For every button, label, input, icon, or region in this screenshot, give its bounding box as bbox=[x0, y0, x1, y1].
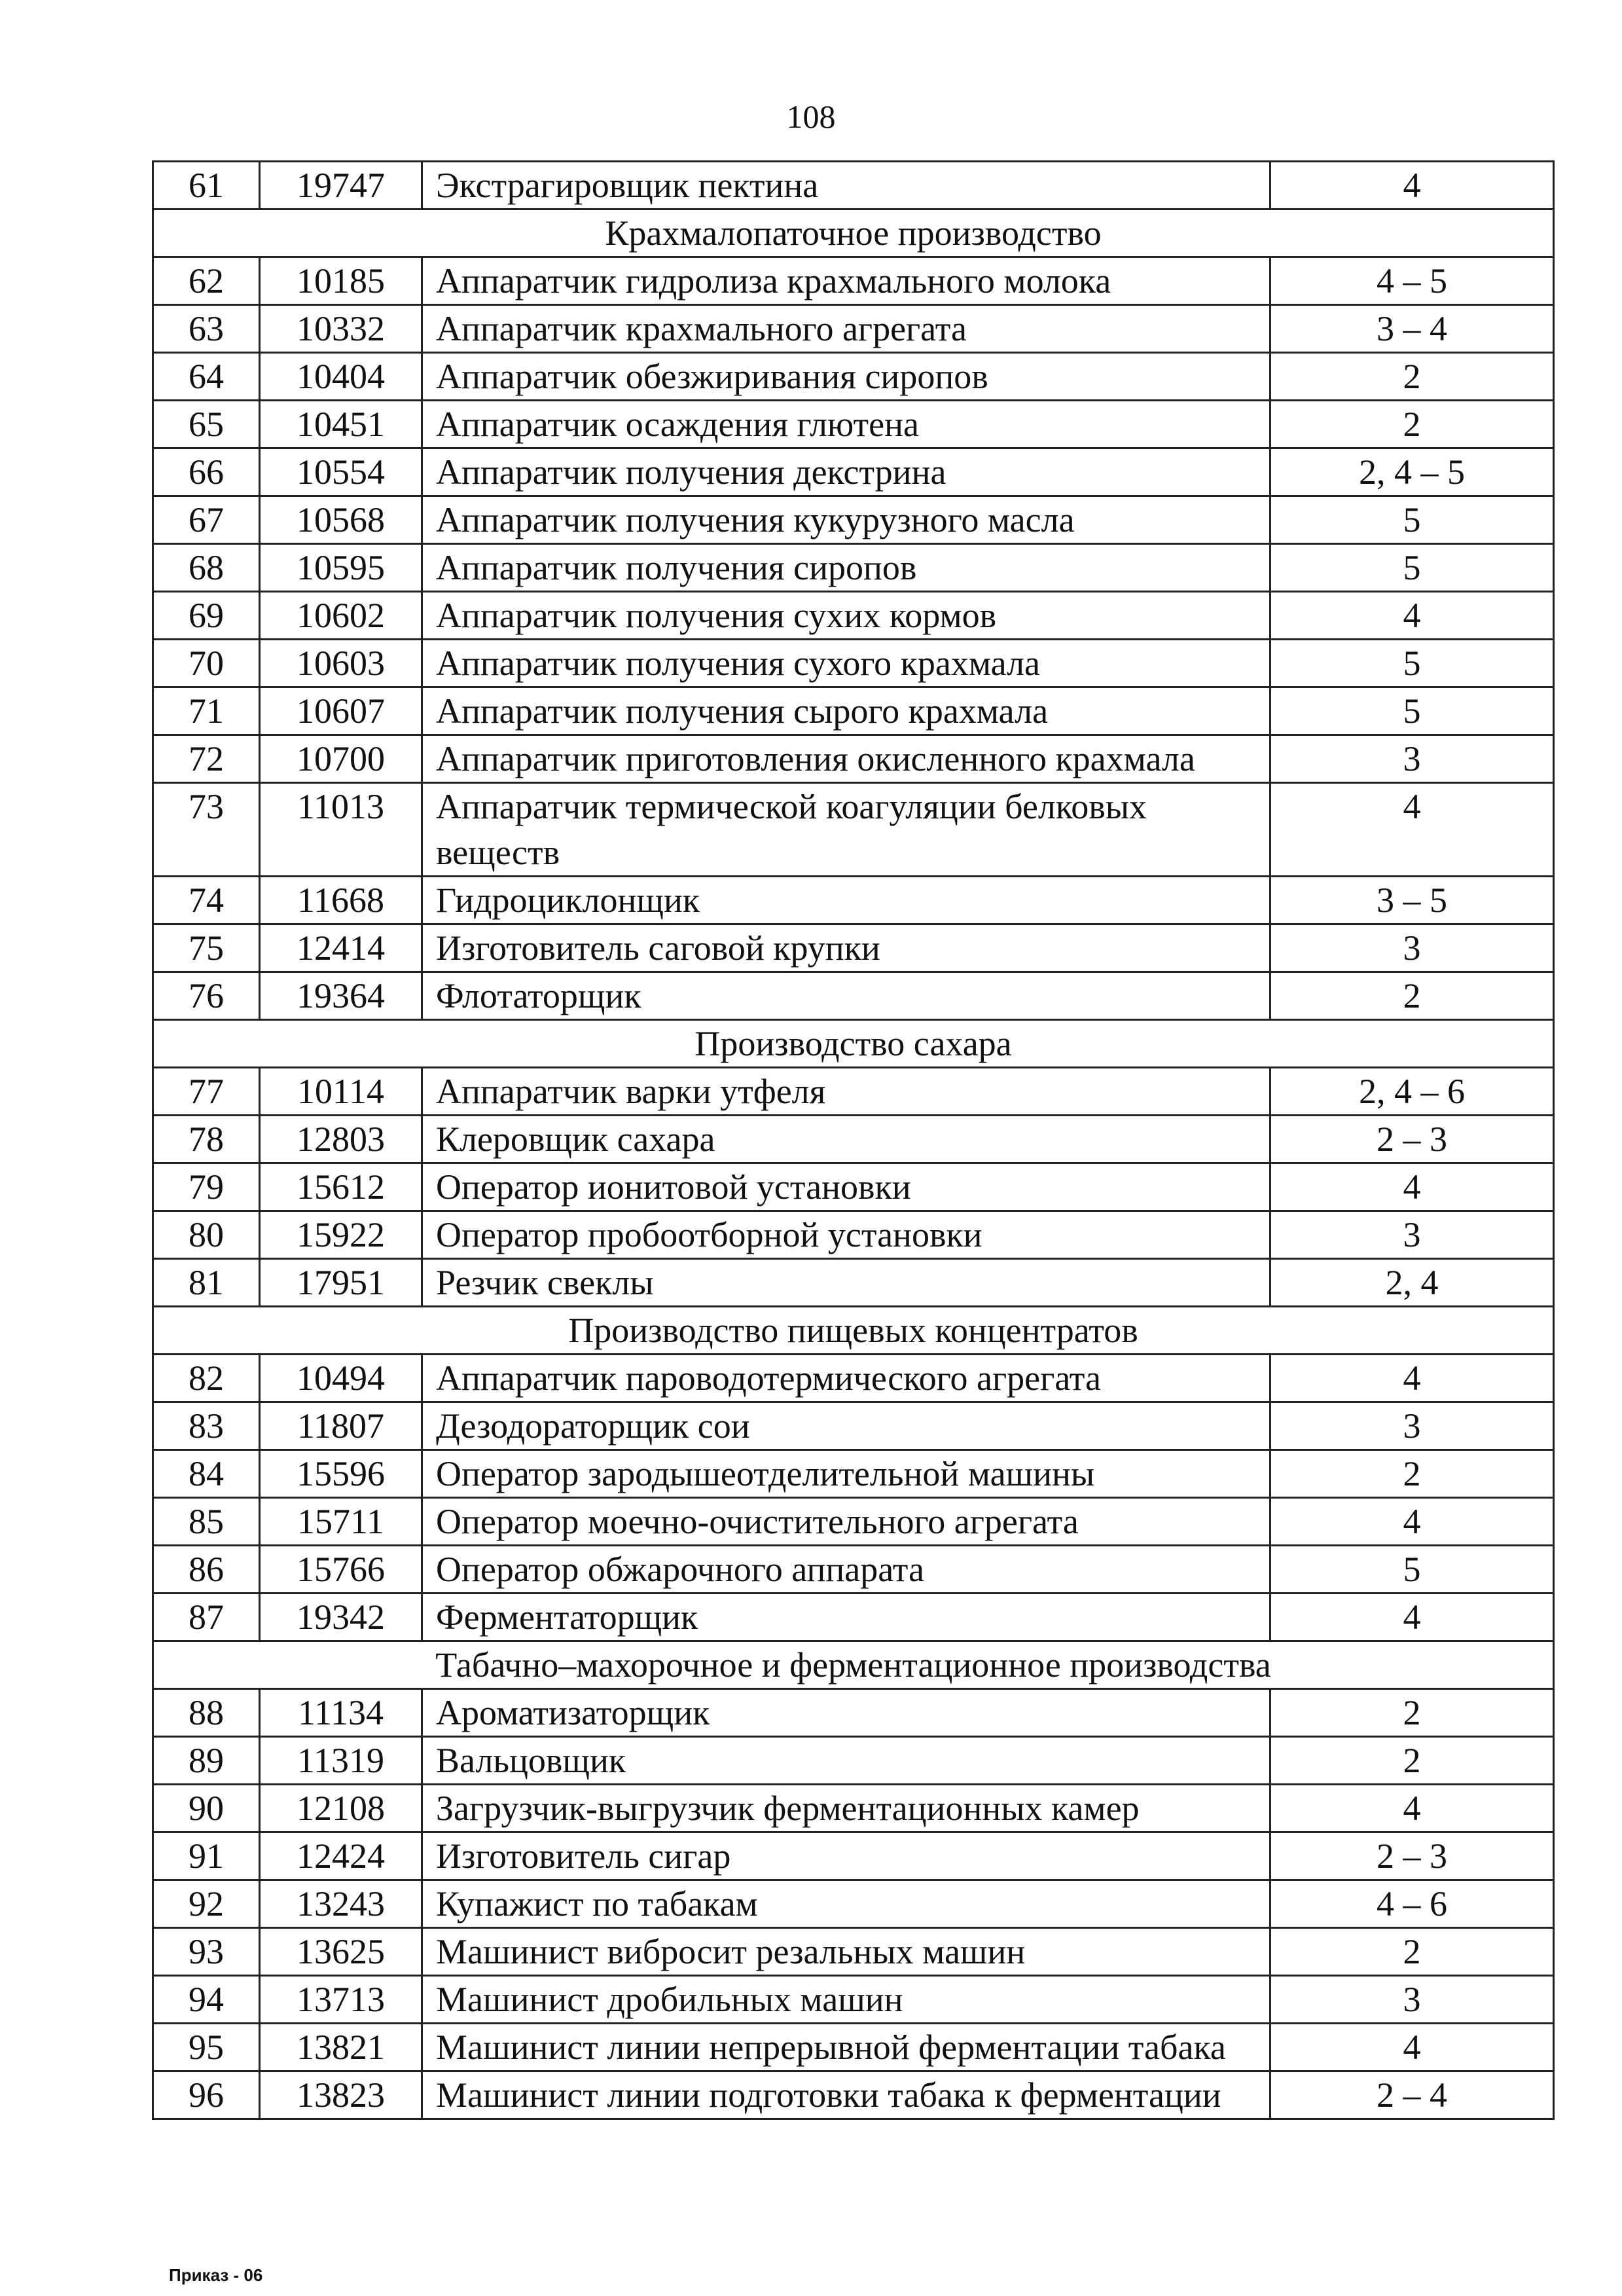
row-number: 93 bbox=[153, 1928, 260, 1976]
row-number: 74 bbox=[153, 877, 260, 924]
row-number: 64 bbox=[153, 353, 260, 401]
table-row bbox=[153, 592, 1554, 640]
table-row bbox=[153, 1498, 1554, 1546]
profession-code: 12424 bbox=[260, 1832, 422, 1880]
row-number: 80 bbox=[153, 1211, 260, 1259]
profession-code: 10595 bbox=[260, 544, 422, 592]
grade-range: 2 bbox=[1271, 401, 1554, 448]
table-row bbox=[153, 1737, 1554, 1785]
table-row bbox=[153, 1068, 1554, 1116]
row-number: 90 bbox=[153, 1785, 260, 1832]
row-number: 96 bbox=[153, 2071, 260, 2119]
grade-range: 5 bbox=[1271, 544, 1554, 592]
table-row bbox=[153, 448, 1554, 496]
profession-name: Аппаратчик получения сырого крахмала bbox=[422, 687, 1271, 735]
profession-code: 10554 bbox=[260, 448, 422, 496]
row-number: 73 bbox=[153, 783, 260, 877]
table-row bbox=[153, 972, 1554, 1020]
table-row bbox=[153, 1594, 1554, 1641]
profession-name: Изготовитель саговой крупки bbox=[422, 924, 1271, 972]
profession-code: 10603 bbox=[260, 640, 422, 687]
profession-code: 13823 bbox=[260, 2071, 422, 2119]
table-row bbox=[153, 162, 1554, 210]
row-number: 85 bbox=[153, 1498, 260, 1546]
row-number: 76 bbox=[153, 972, 260, 1020]
profession-code: 11668 bbox=[260, 877, 422, 924]
grade-range: 3 – 4 bbox=[1271, 305, 1554, 353]
row-number: 92 bbox=[153, 1880, 260, 1928]
grade-range: 2 bbox=[1271, 1737, 1554, 1785]
grade-range: 3 – 5 bbox=[1271, 877, 1554, 924]
profession-code: 12803 bbox=[260, 1116, 422, 1163]
grade-range: 3 bbox=[1271, 1402, 1554, 1450]
row-number: 72 bbox=[153, 735, 260, 783]
table-row bbox=[153, 1832, 1554, 1880]
profession-name: Резчик свеклы bbox=[422, 1259, 1271, 1307]
grade-range: 2, 4 bbox=[1271, 1259, 1554, 1307]
grade-range: 4 bbox=[1271, 162, 1554, 210]
profession-name: Аппаратчик пароводотермического агрегата bbox=[422, 1355, 1271, 1402]
profession-code: 17951 bbox=[260, 1259, 422, 1307]
professions-table bbox=[152, 160, 1555, 2120]
table-row bbox=[153, 1928, 1554, 1976]
profession-code: 15612 bbox=[260, 1163, 422, 1211]
profession-code: 15766 bbox=[260, 1546, 422, 1594]
table-row bbox=[153, 1689, 1554, 1737]
profession-code: 19364 bbox=[260, 972, 422, 1020]
grade-range: 5 bbox=[1271, 640, 1554, 687]
profession-name: Купажист по табакам bbox=[422, 1880, 1271, 1928]
profession-name: Ароматизаторщик bbox=[422, 1689, 1271, 1737]
grade-range: 3 bbox=[1271, 924, 1554, 972]
row-number: 77 bbox=[153, 1068, 260, 1116]
profession-name: Машинист вибросит резальных машин bbox=[422, 1928, 1271, 1976]
footer-label: Приказ - 06 bbox=[169, 2265, 263, 2285]
row-number: 87 bbox=[153, 1594, 260, 1641]
page-number: 108 bbox=[786, 98, 836, 135]
row-number: 91 bbox=[153, 1832, 260, 1880]
profession-code: 10114 bbox=[260, 1068, 422, 1116]
profession-name: Аппаратчик варки утфеля bbox=[422, 1068, 1271, 1116]
profession-code: 10568 bbox=[260, 496, 422, 544]
profession-code: 12108 bbox=[260, 1785, 422, 1832]
table-row bbox=[153, 353, 1554, 401]
section-header-row bbox=[153, 1307, 1554, 1355]
grade-range: 4 bbox=[1271, 783, 1554, 877]
profession-code: 13821 bbox=[260, 2024, 422, 2071]
table-row bbox=[153, 496, 1554, 544]
profession-name: Оператор пробоотборной установки bbox=[422, 1211, 1271, 1259]
grade-range: 4 bbox=[1271, 592, 1554, 640]
profession-name: Дезодораторщик сои bbox=[422, 1402, 1271, 1450]
grade-range: 4 bbox=[1271, 1498, 1554, 1546]
section-header-row bbox=[153, 1641, 1554, 1689]
profession-code: 11013 bbox=[260, 783, 422, 877]
row-number: 88 bbox=[153, 1689, 260, 1737]
table-row bbox=[153, 544, 1554, 592]
grade-range: 4 bbox=[1271, 1163, 1554, 1211]
grade-range: 4 – 6 bbox=[1271, 1880, 1554, 1928]
profession-code: 19342 bbox=[260, 1594, 422, 1641]
grade-range: 4 – 5 bbox=[1271, 257, 1554, 305]
profession-name: Аппаратчик получения сухих кормов bbox=[422, 592, 1271, 640]
profession-name: Аппаратчик обезжиривания сиропов bbox=[422, 353, 1271, 401]
profession-code: 10404 bbox=[260, 353, 422, 401]
row-number: 79 bbox=[153, 1163, 260, 1211]
profession-code: 10185 bbox=[260, 257, 422, 305]
profession-name: Изготовитель сигар bbox=[422, 1832, 1271, 1880]
grade-range: 3 bbox=[1271, 1211, 1554, 1259]
profession-code: 12414 bbox=[260, 924, 422, 972]
profession-name: Флотаторщик bbox=[422, 972, 1271, 1020]
row-number: 66 bbox=[153, 448, 260, 496]
profession-name: Аппаратчик приготовления окисленного крахмала bbox=[422, 735, 1271, 783]
profession-name: Экстрагировщик пектина bbox=[422, 162, 1271, 210]
grade-range: 2 – 4 bbox=[1271, 2071, 1554, 2119]
grade-range: 2, 4 – 5 bbox=[1271, 448, 1554, 496]
table-row bbox=[153, 305, 1554, 353]
grade-range: 2 bbox=[1271, 353, 1554, 401]
table-row bbox=[153, 2024, 1554, 2071]
profession-name: Гидроциклонщик bbox=[422, 877, 1271, 924]
table-row bbox=[153, 924, 1554, 972]
table-row bbox=[153, 783, 1554, 877]
profession-code: 10332 bbox=[260, 305, 422, 353]
table-row bbox=[153, 1450, 1554, 1498]
profession-name: Загрузчик-выгрузчик ферментационных камер bbox=[422, 1785, 1271, 1832]
grade-range: 2 bbox=[1271, 972, 1554, 1020]
grade-range: 2 – 3 bbox=[1271, 1116, 1554, 1163]
profession-code: 10700 bbox=[260, 735, 422, 783]
profession-name: Аппаратчик получения декстрина bbox=[422, 448, 1271, 496]
table-row bbox=[153, 1259, 1554, 1307]
table-row bbox=[153, 1211, 1554, 1259]
profession-name: Оператор ионитовой установки bbox=[422, 1163, 1271, 1211]
table-row bbox=[153, 1785, 1554, 1832]
row-number: 94 bbox=[153, 1976, 260, 2024]
section-title: Табачно–махорочное и ферментационное производства bbox=[153, 1641, 1554, 1689]
grade-range: 4 bbox=[1271, 1355, 1554, 1402]
row-number: 65 bbox=[153, 401, 260, 448]
profession-name: Оператор обжарочного аппарата bbox=[422, 1546, 1271, 1594]
row-number: 63 bbox=[153, 305, 260, 353]
row-number: 61 bbox=[153, 162, 260, 210]
row-number: 83 bbox=[153, 1402, 260, 1450]
section-title: Производство пищевых концентратов bbox=[153, 1307, 1554, 1355]
profession-name: Клеровщик сахара bbox=[422, 1116, 1271, 1163]
profession-code: 13713 bbox=[260, 1976, 422, 2024]
table-body bbox=[153, 162, 1554, 2119]
profession-name: Аппаратчик термической коагуляции белковых веществ bbox=[422, 783, 1271, 877]
profession-code: 19747 bbox=[260, 162, 422, 210]
profession-name: Оператор зародышеотделительной машины bbox=[422, 1450, 1271, 1498]
table-row bbox=[153, 1163, 1554, 1211]
table-row bbox=[153, 1546, 1554, 1594]
profession-name: Аппаратчик гидролиза крахмального молока bbox=[422, 257, 1271, 305]
profession-name: Аппаратчик получения сиропов bbox=[422, 544, 1271, 592]
profession-name: Вальцовщик bbox=[422, 1737, 1271, 1785]
profession-name: Аппаратчик получения сухого крахмала bbox=[422, 640, 1271, 687]
grade-range: 3 bbox=[1271, 735, 1554, 783]
row-number: 69 bbox=[153, 592, 260, 640]
row-number: 89 bbox=[153, 1737, 260, 1785]
profession-code: 15596 bbox=[260, 1450, 422, 1498]
table-row bbox=[153, 1116, 1554, 1163]
table-row bbox=[153, 401, 1554, 448]
grade-range: 5 bbox=[1271, 496, 1554, 544]
profession-code: 10494 bbox=[260, 1355, 422, 1402]
row-number: 70 bbox=[153, 640, 260, 687]
table-row bbox=[153, 640, 1554, 687]
table-row bbox=[153, 2071, 1554, 2119]
grade-range: 2 bbox=[1271, 1450, 1554, 1498]
table-row bbox=[153, 735, 1554, 783]
grade-range: 5 bbox=[1271, 687, 1554, 735]
row-number: 86 bbox=[153, 1546, 260, 1594]
row-number: 78 bbox=[153, 1116, 260, 1163]
profession-name: Ферментаторщик bbox=[422, 1594, 1271, 1641]
table-row bbox=[153, 257, 1554, 305]
table-row bbox=[153, 1976, 1554, 2024]
table-row bbox=[153, 1355, 1554, 1402]
table-row bbox=[153, 1402, 1554, 1450]
grade-range: 5 bbox=[1271, 1546, 1554, 1594]
row-number: 68 bbox=[153, 544, 260, 592]
profession-name: Машинист дробильных машин bbox=[422, 1976, 1271, 2024]
profession-code: 13243 bbox=[260, 1880, 422, 1928]
profession-name: Оператор моечно-очистительного агрегата bbox=[422, 1498, 1271, 1546]
grade-range: 4 bbox=[1271, 2024, 1554, 2071]
table-row bbox=[153, 1880, 1554, 1928]
profession-code: 10451 bbox=[260, 401, 422, 448]
profession-name: Машинист линии подготовки табака к ферментации bbox=[422, 2071, 1271, 2119]
grade-range: 2, 4 – 6 bbox=[1271, 1068, 1554, 1116]
row-number: 67 bbox=[153, 496, 260, 544]
profession-code: 15711 bbox=[260, 1498, 422, 1546]
profession-name: Аппаратчик осаждения глютена bbox=[422, 401, 1271, 448]
profession-code: 11134 bbox=[260, 1689, 422, 1737]
row-number: 75 bbox=[153, 924, 260, 972]
section-header-row bbox=[153, 1020, 1554, 1068]
row-number: 95 bbox=[153, 2024, 260, 2071]
profession-name: Машинист линии непрерывной ферментации табака bbox=[422, 2024, 1271, 2071]
row-number: 82 bbox=[153, 1355, 260, 1402]
profession-code: 13625 bbox=[260, 1928, 422, 1976]
grade-range: 2 bbox=[1271, 1689, 1554, 1737]
profession-code: 10602 bbox=[260, 592, 422, 640]
grade-range: 4 bbox=[1271, 1594, 1554, 1641]
profession-code: 11807 bbox=[260, 1402, 422, 1450]
table-row bbox=[153, 877, 1554, 924]
section-header-row bbox=[153, 210, 1554, 257]
profession-name: Аппаратчик получения кукурузного масла bbox=[422, 496, 1271, 544]
profession-code: 11319 bbox=[260, 1737, 422, 1785]
row-number: 62 bbox=[153, 257, 260, 305]
profession-name: Аппаратчик крахмального агрегата bbox=[422, 305, 1271, 353]
section-title: Производство сахара bbox=[153, 1020, 1554, 1068]
section-title: Крахмалопаточное производство bbox=[153, 210, 1554, 257]
profession-code: 15922 bbox=[260, 1211, 422, 1259]
row-number: 71 bbox=[153, 687, 260, 735]
row-number: 84 bbox=[153, 1450, 260, 1498]
grade-range: 4 bbox=[1271, 1785, 1554, 1832]
grade-range: 2 – 3 bbox=[1271, 1832, 1554, 1880]
grade-range: 2 bbox=[1271, 1928, 1554, 1976]
grade-range: 3 bbox=[1271, 1976, 1554, 2024]
row-number: 81 bbox=[153, 1259, 260, 1307]
profession-code: 10607 bbox=[260, 687, 422, 735]
table-row bbox=[153, 687, 1554, 735]
